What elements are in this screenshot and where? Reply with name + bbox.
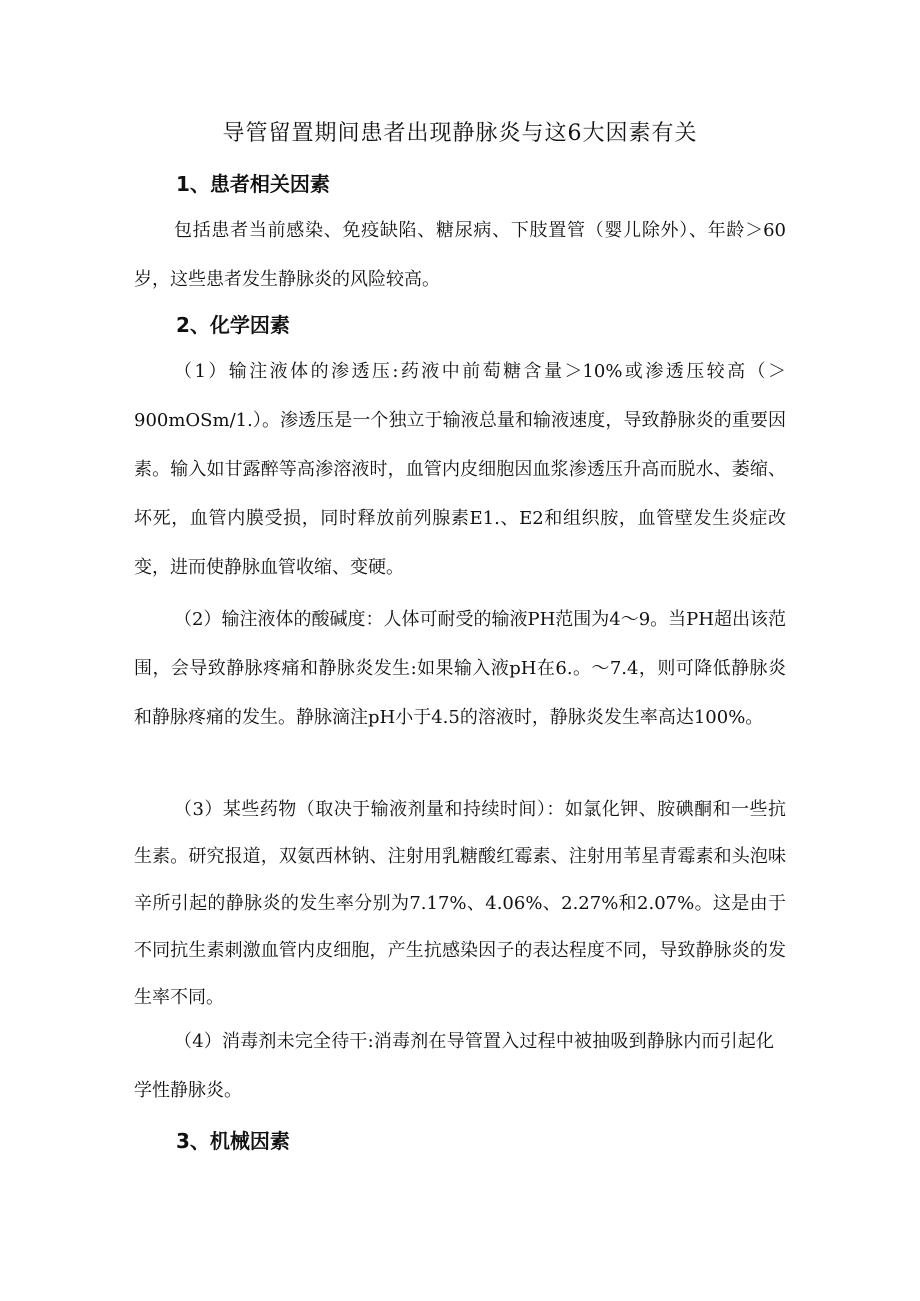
paragraph-disinfectant: （4）消毒剂未完全待干:消毒剂在导管置入过程中被抽吸到静脉内而引起化学性静脉炎。 <box>134 1031 774 1101</box>
section-heading-patient-factors: 1、患者相关因素 <box>176 172 330 196</box>
section-heading-mechanical-factors: 3、机械因素 <box>176 1129 290 1153</box>
page-title: 导管留置期间患者出现静脉炎与这6大因素有关 <box>222 121 698 146</box>
section-heading-chemical-factors: 2、化学因素 <box>176 313 290 337</box>
paragraph-drugs: （3）某些药物（取决于输液剂量和持续时间）：如氯化钾、胺碘酮和一些抗生素。研究报道，双氨西林钠、注射用乳糖酸红霉素、注射用苇星青霉素和头泡味辛所引起的静脉炎的发生率分别为7.17%、4.06%、2.27%和2.07%。这是由于不同抗生素刺激血管内皮细胞，产生抗感染因子的表达程度不同，导致静脉炎的发生率不同。 <box>134 799 786 1008</box>
paragraph-ph: （2）输注液体的酸碱度：人体可耐受的输液PH范围为4～9。当PH超出该范围，会导致静脉疼痛和静脉炎发生:如果输入液pH在6.。～7.4，则可降低静脉炎和静脉疼痛的发生。静脉滴注pH小于4.5的溶液时，静脉炎发生率高达100%。 <box>134 609 786 728</box>
paragraph-patient-factors: 包括患者当前感染、免疫缺陷、糖尿病、下肢置管（婴儿除外）、年龄＞60岁，这些患者发生静脉炎的风险较高。 <box>134 220 786 290</box>
paragraph-osmotic-pressure: （1）输注液体的渗透压:药液中前萄糖含量＞10%或渗透压较高（＞900mOSm/1.）。渗透压是一个独立于输液总量和输液速度，导致静脉炎的重要因素。输入如甘露醉等高渗溶液时，血管内皮细胞因血浆渗透压升高而脱水、萎缩、坏死，血管内膜受损，同时释放前列腺素E1.、E2和组织胺，血管壁发生炎症改变，进而使静脉血管收缩、变硬。 <box>134 361 786 578</box>
